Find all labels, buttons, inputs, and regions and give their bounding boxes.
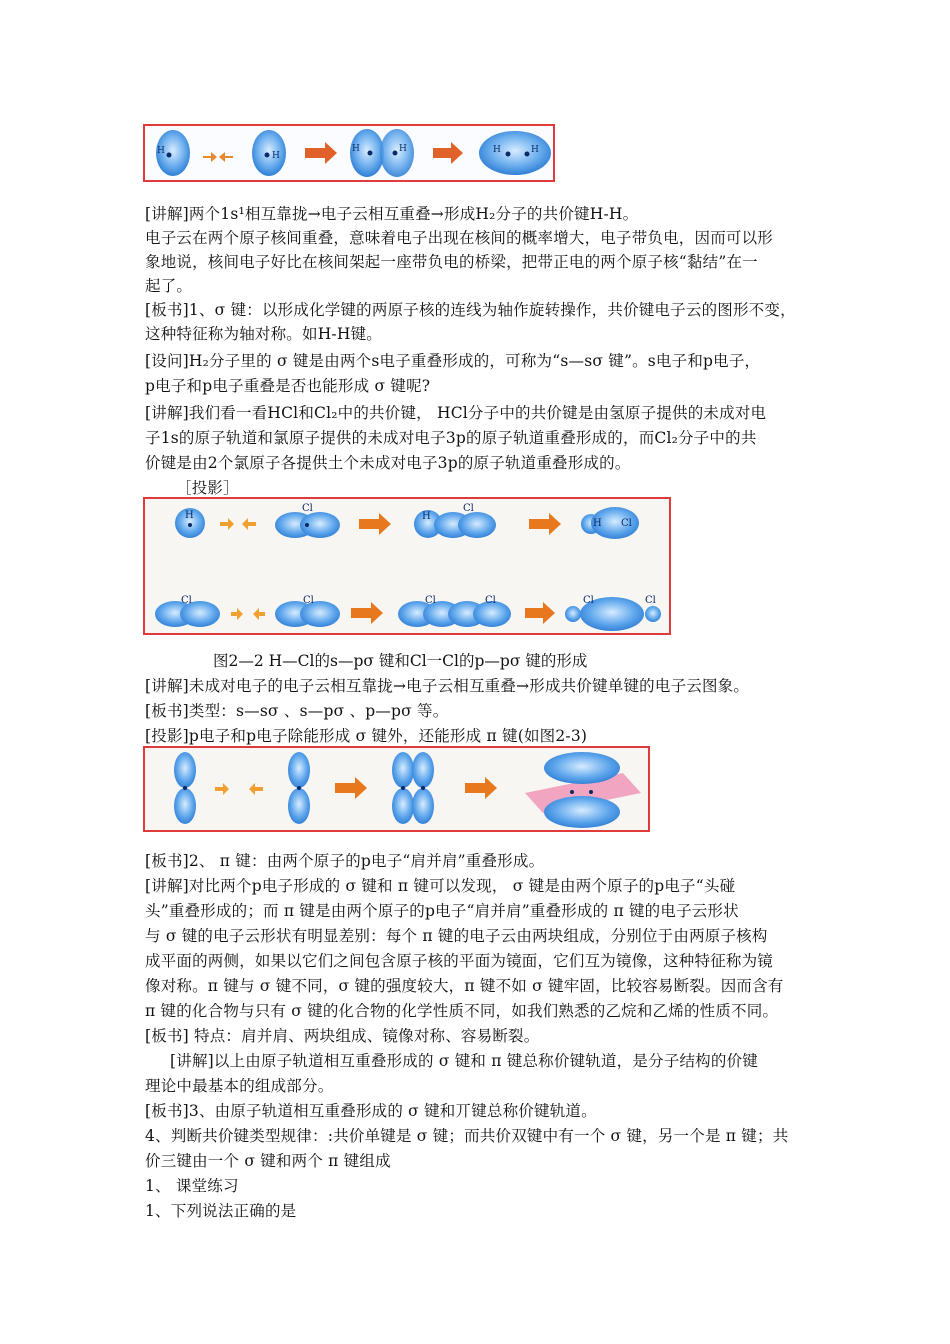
atom-label: H (272, 151, 280, 161)
atom-label: H (157, 146, 165, 156)
paragraph-line: 与 σ 键的电子云形状有明显差别：每个 π 键的电子云由两块组成，分别位于由两原子核构 (145, 927, 768, 945)
arrow-right-icon (351, 602, 383, 624)
paragraph-line: [讲解]对比两个p电子形成的 σ 键和 π 键可以发现， σ 键是由两个原子的p电子“头碰 (145, 877, 736, 895)
h-orbital-2 (252, 130, 286, 176)
atom-label: Cl (583, 595, 594, 606)
p-lobe (288, 788, 310, 824)
paragraph-line: π 键的化合物与只有 σ 键的化合物的化学性质不同，如我们熟悉的乙烷和乙烯的性质不同。 (145, 1002, 779, 1020)
p-lobe (392, 788, 414, 824)
atom-label: H (593, 518, 602, 529)
pi-upper-lobe (544, 752, 620, 784)
figure-pi-bond-formation (143, 746, 650, 832)
p-lobe (412, 752, 434, 788)
atom-label: Cl (645, 595, 656, 606)
paragraph-line: 像对称。π 键与 σ 键不同，σ 键的强度较大，π 键不如 σ 键牢固，比较容易断裂。因而含有 (145, 977, 784, 995)
paragraph-line: 起了。 (145, 277, 193, 295)
p-lobe (412, 788, 434, 824)
p-lobe (288, 752, 310, 788)
paragraph-line: 头”重叠形成的；而 π 键是由两个原子的p电子“肩并肩”重叠形成的 π 键的电子云形状 (145, 902, 739, 920)
h2-molecule-orbital (479, 131, 551, 175)
paragraph-line: [板书] 特点：肩并肩、两块组成、镜像对称、容易断裂。 (145, 1027, 540, 1045)
h2-diagram (145, 126, 553, 180)
atom-label: Cl (463, 503, 474, 514)
atom-label: H (531, 145, 539, 155)
paragraph-line: 价键是由2个氯原子各提供土个未成对电子3p的原子轨道重叠形成的。 (145, 454, 631, 472)
arrow-right-icon (220, 518, 234, 530)
atom-label: Cl (302, 503, 313, 514)
paragraph-line: 电子云在两个原子核间重叠，意味着电子出现在核间的概率增大，电子带负电，因而可以形 (145, 229, 774, 247)
paragraph-line: 价三键由一个 σ 键和两个 π 键组成 (145, 1152, 391, 1170)
pi-bond-diagram (145, 748, 648, 830)
hcl-cl2-diagram (145, 499, 669, 633)
arrow-right-icon (529, 513, 561, 535)
arrow-right-icon (203, 152, 217, 162)
paragraph-line: 4、判断共价键类型规律：:共价单键是 σ 键；而共价双键中有一个 σ 键，另一个是 π 键；共 (145, 1127, 789, 1145)
p-lobe (174, 788, 196, 824)
atom-label: Cl (485, 595, 496, 606)
arrow-left-icon (242, 518, 256, 530)
atom-label: Cl (181, 595, 192, 606)
arrow-left-icon (219, 152, 233, 162)
paragraph-line: [讲解]以上由原子轨道相互重叠形成的 σ 键和 π 键总称价键轨道，是分子结构的价键 (170, 1052, 758, 1070)
paragraph-line: [投影]p电子和p电子除能形成 σ 键外，还能形成 π 键(如图2-3) (145, 727, 588, 745)
p-lobe (174, 752, 196, 788)
paragraph-line: 成平面的两侧，如果以它们之间包含原子核的平面为镜面，它们互为镜像，这种特征称为镜 (145, 952, 774, 970)
atom-label: H (422, 511, 431, 522)
arrow-left-icon (253, 608, 265, 620)
arrow-right-icon (305, 142, 337, 164)
arrow-right-icon (335, 777, 367, 799)
paragraph-line: [板书]1、σ 键：以形成化学键的两原子核的连线为轴作旋转操作，共价键电子云的图形不变， (145, 301, 796, 319)
arrow-right-icon (231, 608, 243, 620)
paragraph-line: 这种特征称为轴对称。如H-H键。 (145, 325, 382, 343)
paragraph-line: [板书]3、由原子轨道相互重叠形成的 σ 键和丌键总称价键轨道。 (145, 1102, 597, 1120)
paragraph-line: 理论中最基本的组成部分。 (145, 1077, 334, 1095)
arrow-left-icon (249, 783, 263, 795)
paragraph-line: 象地说，核间电子好比在核间架起一座带负电的桥梁，把带正电的两个原子核“黏结”在一 (145, 253, 758, 271)
atom-label: H (185, 510, 194, 521)
pi-lower-lobe (544, 796, 620, 828)
cl2-small-lobe (645, 606, 661, 622)
atom-label: H (352, 144, 360, 154)
arrow-right-icon (359, 513, 391, 535)
paragraph-line: [讲解]两个1s¹相互靠拢→电子云相互重叠→形成H₂分子的共价键H-H。 (145, 205, 639, 223)
arrow-right-icon (465, 777, 497, 799)
section-heading: 1、 课堂练习 (145, 1177, 239, 1195)
figure-hcl-cl2-formation (143, 497, 671, 635)
atom-label: Cl (303, 595, 314, 606)
paragraph-line: [设问]H₂分子里的 σ 键是由两个s电子重叠形成的，可称为“s—sσ 键”。s电子和p电子， (145, 352, 761, 370)
figure-caption: 图2—2 H—Cl的s—pσ 键和Cl一Cl的p—pσ 键的形成 (213, 652, 588, 670)
atom-label: Cl (621, 518, 632, 529)
question-line: 1、下列说法正确的是 (145, 1202, 297, 1220)
arrow-right-icon (215, 783, 229, 795)
paragraph-line: [讲解]我们看一看HCl和Cl₂中的共价键， HCl分子中的共价键是由氢原子提供的未成对电 (145, 404, 767, 422)
paragraph-line: [板书]类型：s—sσ 、s—pσ 、p—pσ 等。 (145, 702, 449, 720)
p-lobe (392, 752, 414, 788)
arrow-right-icon (433, 142, 463, 164)
cl-p-lobe (458, 512, 496, 538)
atom-label: H (493, 145, 501, 155)
paragraph-line: [讲解]未成对电子的电子云相互靠拢→电子云相互重叠→形成共价键单键的电子云图象。 (145, 677, 750, 695)
paragraph-line: ［投影］ (176, 479, 239, 497)
arrow-right-icon (525, 602, 555, 624)
paragraph-line: [板书]2、 π 键：由两个原子的p电子“肩并肩”重叠形成。 (145, 852, 545, 870)
paragraph-line: p电子和p电子重叠是否也能形成 σ 键呢? (145, 377, 431, 395)
cl2-small-lobe (565, 606, 581, 622)
paragraph-line: 子1s的原子轨道和氯原子提供的未成对电子3p的原子轨道重叠形成的，而Cl₂分子中的共 (145, 429, 757, 447)
atom-label: H (399, 144, 407, 154)
atom-label: Cl (425, 595, 436, 606)
figure-h2-formation (143, 124, 555, 182)
